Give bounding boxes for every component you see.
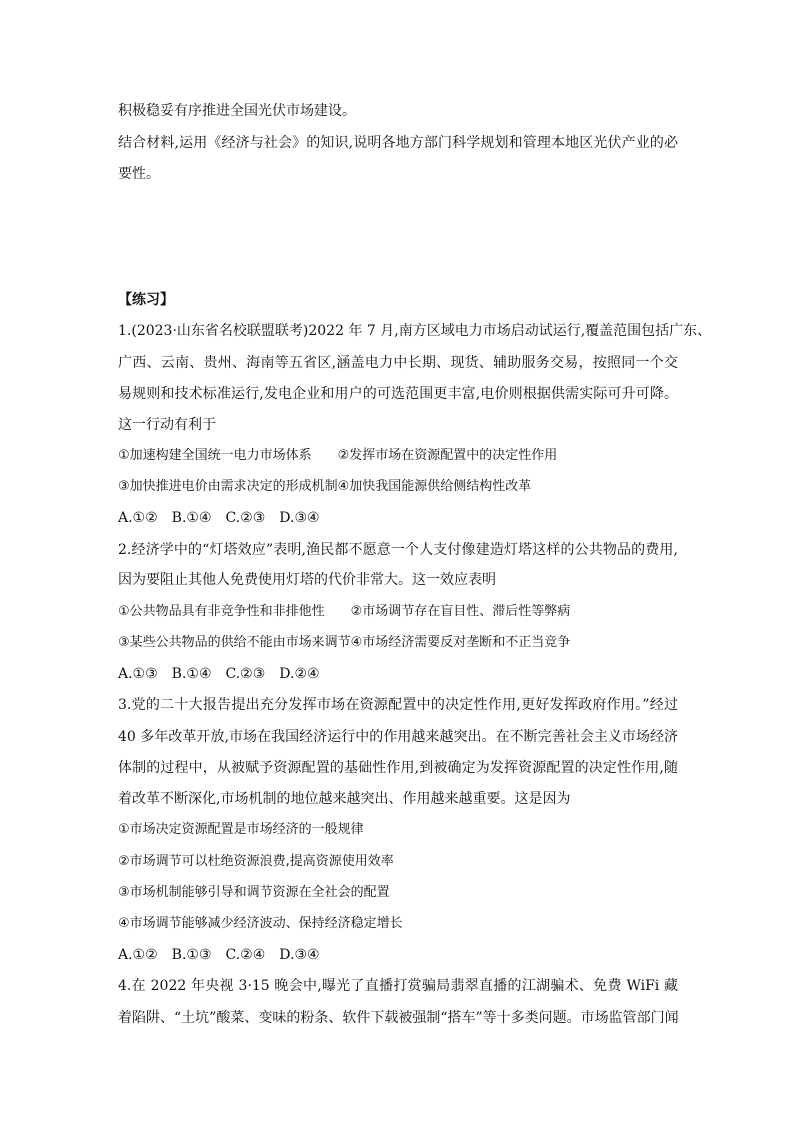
question-2-answers: A.①③ B.①④ C.②③ D.②④: [118, 666, 320, 682]
question-2-line-2: 因为要阻止其他人免费使用灯塔的代价非常大。这一效应表明: [118, 572, 496, 588]
question-1-line-1: 1.(2023·山东省名校联盟联考)2022 年 7 月,南方区域电力市场启动试运行,覆盖范围包括广东、: [118, 323, 712, 339]
question-1-line-2: 广西、云南、贵州、海南等五省区,涵盖电力中长期、现货、辅助服务交易，按照同一个交: [118, 355, 678, 371]
question-2-option-row-2: ③某些公共物品的供给不能由市场来调节④市场经济需要反对垄断和不正当竞争: [118, 635, 571, 650]
question-1-line-4: 这一行动有利于: [118, 417, 216, 433]
question-3-option-2: ②市场调节可以杜绝资源浪费,提高资源使用效率: [118, 854, 394, 869]
question-3-line-1: 3.党的二十大报告提出充分发挥市场在资源配置中的决定性作用,更好发挥政府作用。”经过: [118, 697, 678, 713]
question-3-option-1: ①市场决定资源配置是市场经济的一般规律: [118, 822, 364, 837]
question-1-option-row-1: ①加速构建全国统一电力市场体系 ②发挥市场在资源配置中的决定性作用: [118, 448, 558, 463]
question-2-option-row-1: ①公共物品具有非竞争性和非排他性 ②市场调节存在盲目性、滞后性等弊病: [118, 604, 571, 619]
question-3-option-4: ④市场调节能够减少经济波动、保持经济稳定增长: [118, 916, 403, 931]
question-3-option-3: ③市场机制能够引导和调节资源在全社会的配置: [118, 885, 390, 900]
question-4-line-1: 4.在 2022 年央视 3·15 晚会中,曝光了直播打赏骗局翡翠直播的江湖骗术、免费 WiFi 藏: [118, 978, 678, 994]
question-1-line-3: 易规则和技术标准运行,发电企业和用户的可选范围更丰富,电价则根据供需实际可升可降。: [118, 386, 678, 402]
intro-line-2: 结合材料,运用《经济与社会》的知识,说明各地方部门科学规划和管理本地区光伏产业的必: [118, 135, 678, 151]
question-3-line-2: 40 多年改革开放,市场在我国经济运行中的作用越来越突出。在不断完善社会主义市场经济: [118, 729, 678, 745]
intro-line-1: 积极稳妥有序推进全国光伏市场建设。: [118, 103, 356, 119]
question-3-line-4: 着改革不断深化,市场机制的地位越来越突出、作用越来越重要。这是因为: [118, 791, 571, 807]
practice-heading: 【练习】: [118, 292, 174, 308]
question-3-line-3: 体制的过程中，从被赋予资源配置的基础性作用,到被确定为发挥资源配置的决定性作用,随: [118, 760, 678, 776]
question-1-option-row-2: ③加快推进电价由需求决定的形成机制④加快我国能源供给侧结构性改革: [118, 479, 532, 494]
question-3-answers: A.①② B.①③ C.②④ D.③④: [118, 947, 320, 963]
question-1-answers: A.①② B.①④ C.②③ D.③④: [118, 510, 320, 526]
intro-line-3: 要性。: [118, 166, 160, 182]
question-4-line-2: 着陷阱、“土坑”酸菜、变味的粉条、软件下载被强制“搭车”等十多类问题。市场监管部门闻: [118, 1010, 679, 1026]
question-2-line-1: 2.经济学中的“灯塔效应”表明,渔民都不愿意一个人支付像建造灯塔这样的公共物品的费用,: [118, 542, 678, 558]
